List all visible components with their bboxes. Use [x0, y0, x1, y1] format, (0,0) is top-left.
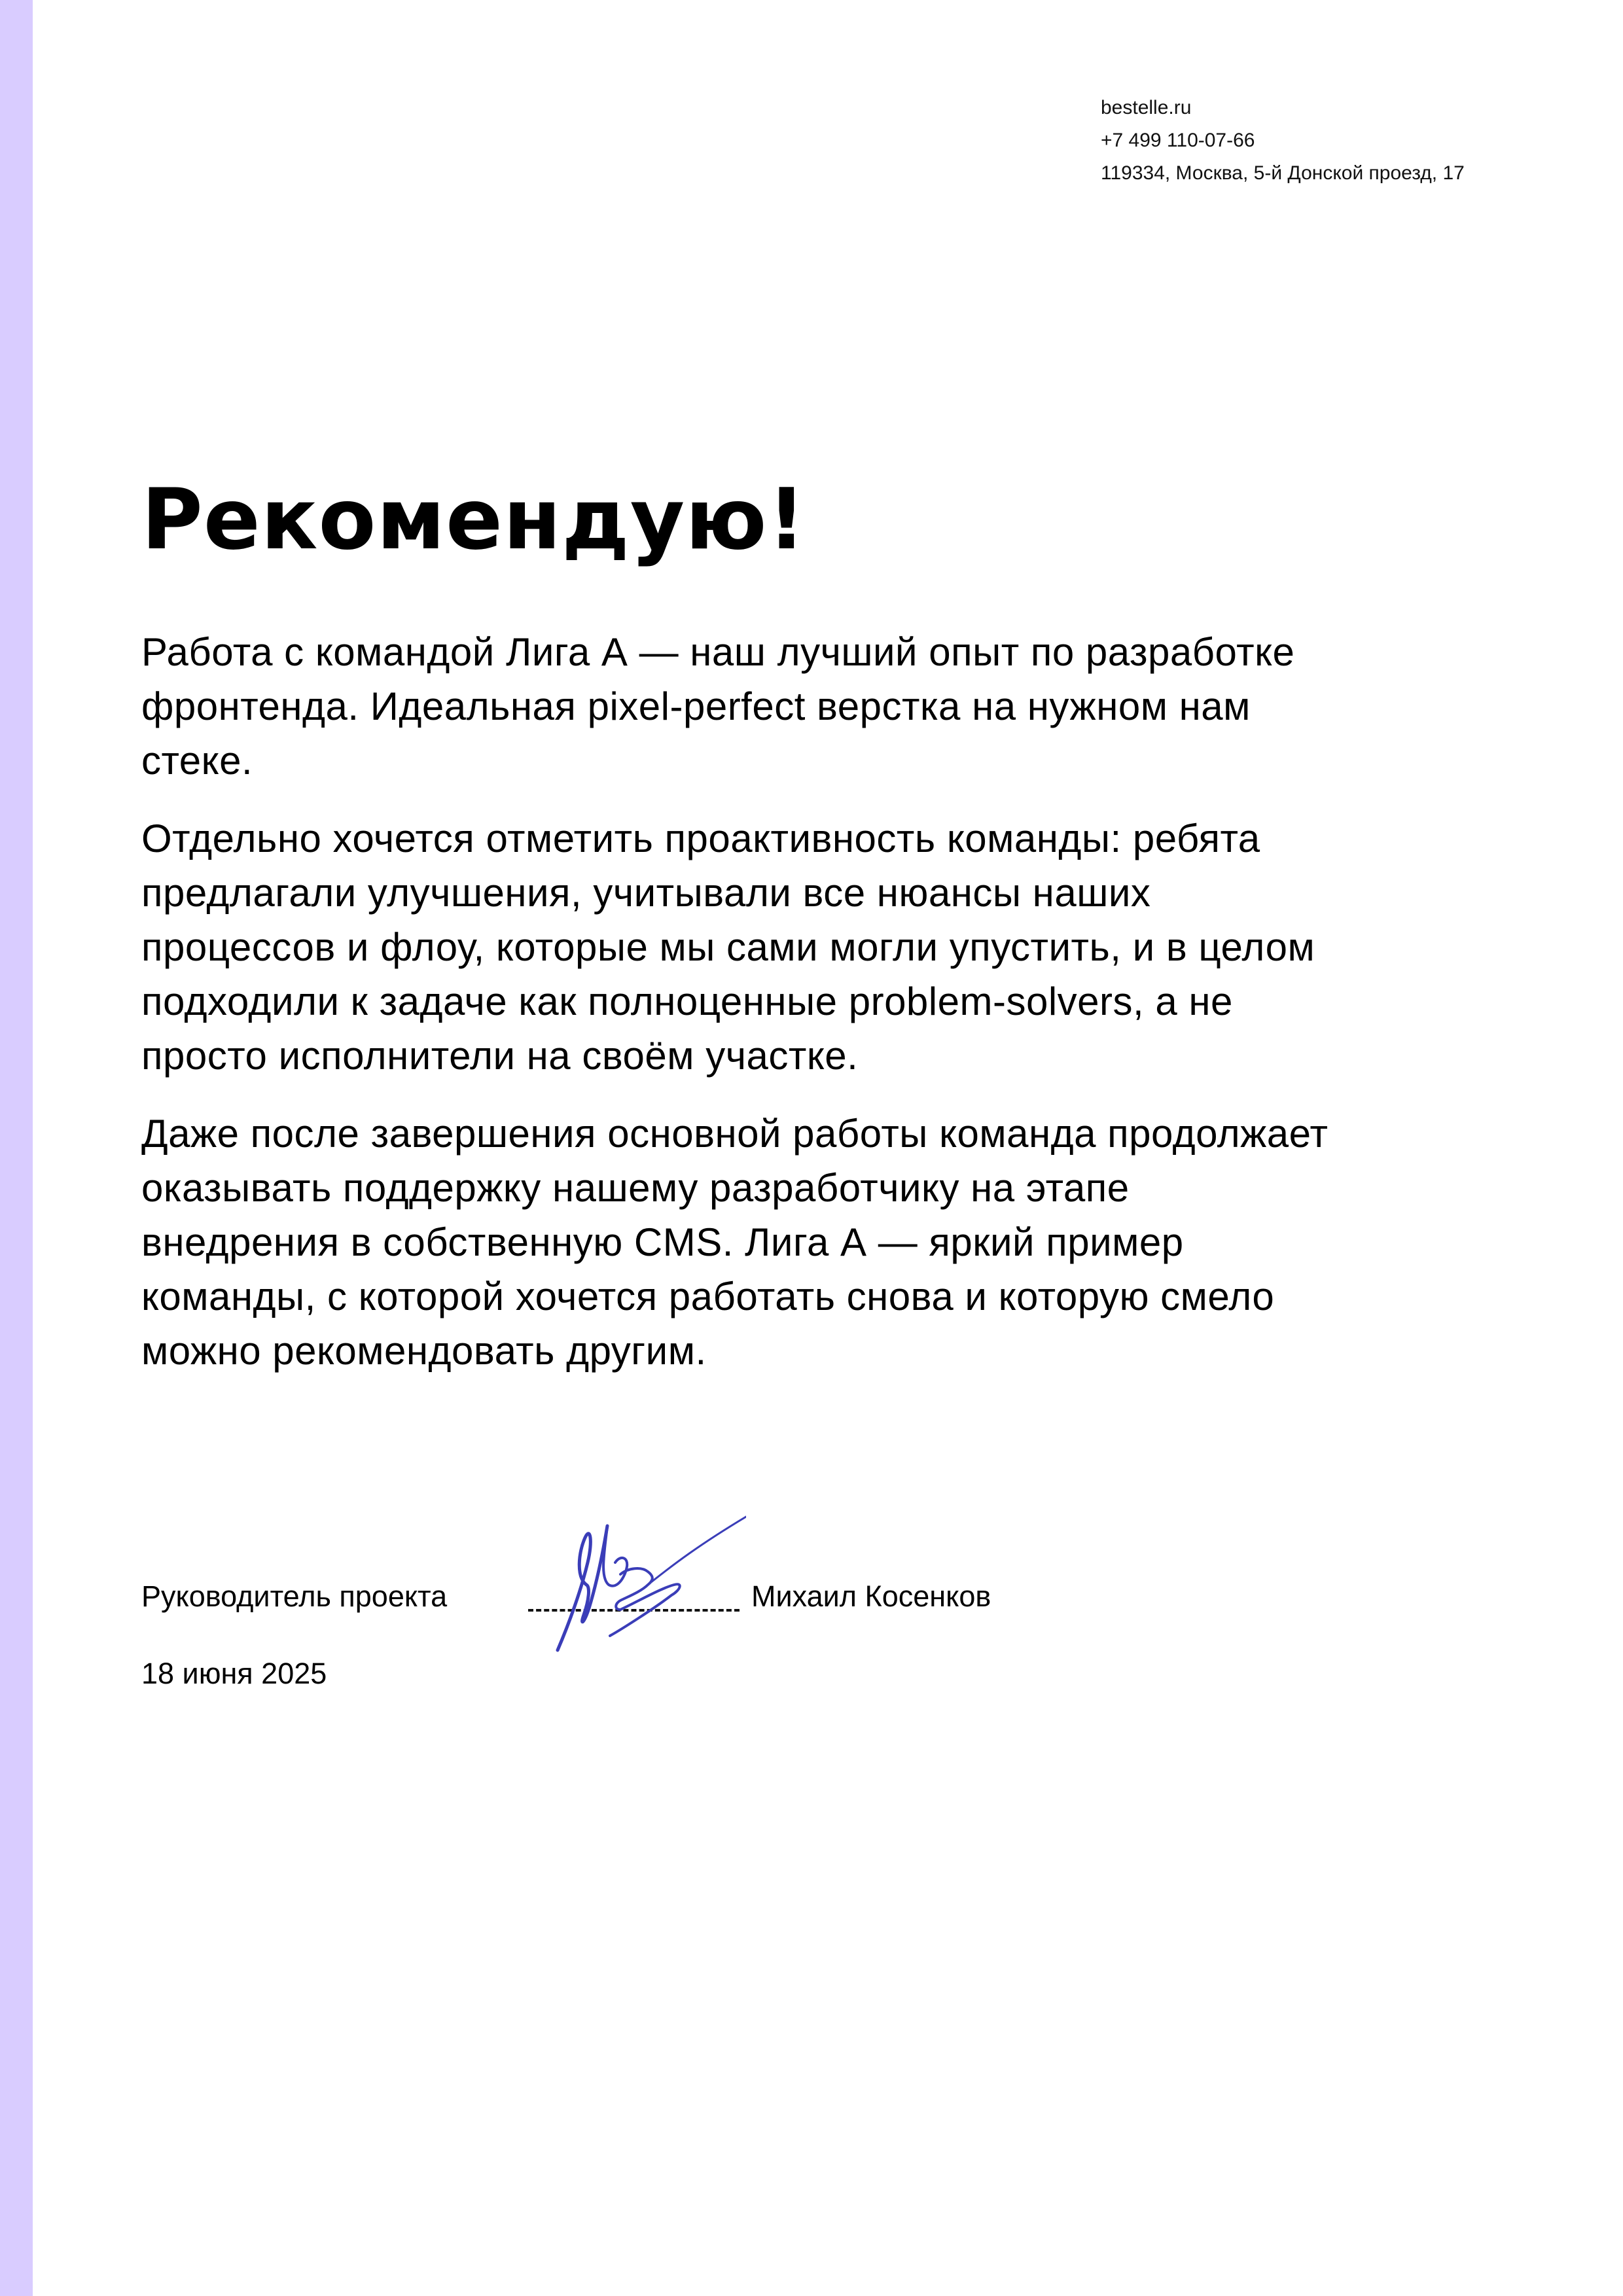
signature-date: 18 июня 2025: [141, 1657, 327, 1690]
handwritten-signature: [550, 1511, 746, 1655]
text-line: Работа с командой Лига А — наш лучший опыт по разработке: [141, 630, 1295, 674]
paragraph-2: [141, 811, 1594, 1083]
signer-name: Михаил Косенков: [751, 1580, 991, 1613]
paragraph-3: [141, 1106, 1594, 1378]
text-line: можно рекомендовать другим.: [141, 1329, 707, 1373]
signature-stroke: [603, 1526, 627, 1586]
text-line: предлагали улучшения, учитывали все нюансы наших: [141, 871, 1151, 915]
page-title: Рекомендую!: [141, 471, 806, 569]
signature-stroke: [558, 1526, 607, 1650]
signature-stroke: [648, 1517, 746, 1585]
paragraph-1: [141, 625, 1594, 788]
text-line: процессов и флоу, которые мы сами могли упустить, и в целом: [141, 925, 1315, 969]
address-text: 119334, Москва, 5-й Донской проезд, 17: [1101, 162, 1465, 184]
text-line: Отдельно хочется отметить проактивность команды: ребята: [141, 817, 1260, 860]
signature-stroke: [610, 1568, 680, 1636]
letter-body: [141, 625, 1594, 1402]
contact-block: [1101, 92, 1465, 190]
text-line: стеке.: [141, 739, 253, 783]
phone-text: +7 499 110-07-66: [1101, 130, 1255, 151]
text-line: Даже после завершения основной работы команда продолжает: [141, 1112, 1329, 1156]
text-line: оказывать поддержку нашему разработчику на этапе: [141, 1166, 1130, 1210]
text-line: команды, с которой хочется работать снова и которую смело: [141, 1275, 1275, 1318]
side-accent-bar: [0, 0, 33, 2296]
signer-role: Руководитель проекта: [141, 1580, 448, 1613]
text-line: внедрения в собственную CMS. Лига А — яркий пример: [141, 1220, 1184, 1264]
website-text: bestelle.ru: [1101, 97, 1192, 118]
text-line: просто исполнители на своём участке.: [141, 1034, 859, 1078]
text-line: подходили к задаче как полноценные problem-solvers, а не: [141, 980, 1233, 1023]
text-line: фронтенда. Идеальная pixel-perfect верстка на нужном нам: [141, 684, 1251, 728]
